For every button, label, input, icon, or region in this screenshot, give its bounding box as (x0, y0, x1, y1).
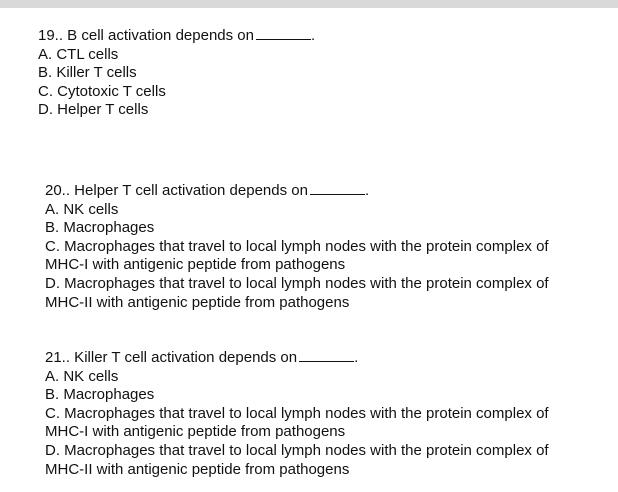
option-b: B. Killer T cells (38, 64, 137, 82)
option-a: A. NK cells (45, 367, 119, 385)
option-c: C. Cytotoxic T cells (38, 82, 166, 100)
top-divider-bar (0, 0, 618, 8)
option-c-continued: MHC-I with antigenic peptide from pathogens (45, 423, 346, 441)
question-20-stem-text: 20.. Helper T cell activation depends on (45, 182, 308, 199)
question-21 (45, 349, 605, 479)
option-c-continued: MHC-I with antigenic peptide from pathogens (45, 256, 346, 274)
option-b: B. Macrophages (45, 386, 155, 404)
option-d: D. Macrophages that travel to local lymph nodes with the protein complex of (45, 274, 549, 292)
option-c: C. Macrophages that travel to local lymph nodes with the protein complex of (45, 404, 549, 422)
option-a: A. CTL cells (38, 45, 119, 63)
question-19-stem (38, 27, 598, 46)
question-21-stem (45, 349, 605, 368)
option-d-continued: MHC-II with antigenic peptide from pathogens (45, 460, 350, 478)
question-19 (38, 27, 598, 120)
answer-blank (256, 28, 311, 40)
question-19-stem-period: . (310, 27, 316, 44)
question-19-stem-text: 19.. B cell activation depends on (38, 27, 254, 44)
question-20-stem-period: . (364, 182, 370, 199)
question-21-stem-period: . (354, 349, 359, 366)
question-20 (45, 182, 605, 312)
option-d: D. Macrophages that travel to local lymph nodes with the protein complex of (45, 441, 549, 459)
option-c: C. Macrophages that travel to local lymph nodes with the protein complex of (45, 237, 549, 255)
option-d: D. Helper T cells (38, 101, 149, 119)
option-d-continued: MHC-II with antigenic peptide from pathogens (45, 293, 350, 311)
answer-blank (310, 183, 365, 195)
question-21-stem-text: 21.. Killer T cell activation depends on (45, 349, 298, 366)
option-a: A. NK cells (45, 200, 119, 218)
option-b: B. Macrophages (45, 219, 155, 237)
question-20-stem (45, 182, 605, 201)
answer-blank (299, 350, 354, 362)
